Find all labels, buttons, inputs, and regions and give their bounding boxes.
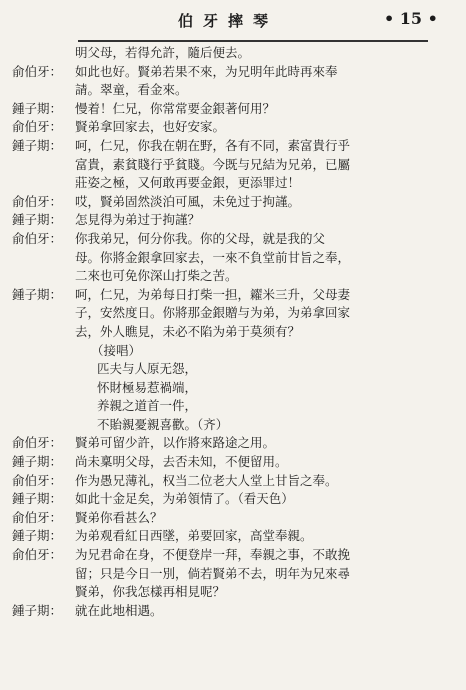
script-line <box>12 583 456 602</box>
dialogue-text: 請。翠童，看金來。 <box>75 82 188 98</box>
dialogue-text: 莊姿之極，又何敢再要金銀，更添罪过！ <box>75 175 301 191</box>
script-line <box>12 230 456 249</box>
running-title: 伯牙摔琴 <box>178 12 279 30</box>
dialogue-text: 明父母，若得允許，隨后便去。 <box>75 45 251 60</box>
dialogue-text: 哎，賢弟固然淡泊可風，未免过于拘謹。 <box>75 193 301 209</box>
script-line <box>12 565 456 584</box>
dialogue-text: 去，外人瞧見，未必不陷为弟于莫须有？ <box>75 323 301 339</box>
script-line <box>12 342 456 361</box>
dialogue-text: 賢弟可留少許，以作將來路途之用。 <box>75 435 276 451</box>
speaker-label: 鍾子期： <box>12 454 63 470</box>
dialogue-text: 呵，仁兄，为弟每日打柴一担，糴米三升，父母妻 <box>75 286 351 302</box>
dialogue-text: 你我弟兄，何分你我。你的父母，就是我的父 <box>75 230 326 246</box>
script-line <box>12 100 456 119</box>
speaker-label: 鍾子期： <box>12 212 63 228</box>
speaker-label: 鍾子期： <box>12 491 63 507</box>
script-line <box>12 472 456 491</box>
script-line <box>12 63 456 82</box>
page-number: • 15 • <box>384 9 438 28</box>
dialogue-text: 呵，仁兄，你我在朝在野，各有不同，素富貴行乎 <box>75 137 351 153</box>
speaker-label: 俞伯牙： <box>12 509 63 525</box>
verse-line: 养親之道首一件， <box>97 398 198 414</box>
speaker-label: 俞伯牙： <box>12 230 63 246</box>
dialogue-text: 就在此地相遇。 <box>75 602 163 618</box>
verse-line: 不貽親憂親喜歡。（齐） <box>97 416 229 432</box>
script-line <box>12 156 456 175</box>
script-line <box>12 434 456 453</box>
script-line <box>12 118 456 137</box>
dialogue-text: 富貴，素貧賤行乎貧賤。今既与兄結为兄弟，已屬 <box>75 156 351 172</box>
dialogue-text: 如此十金足矣，为弟領情了。（看天色） <box>75 491 294 507</box>
script-line <box>12 397 456 416</box>
script-line <box>12 81 456 100</box>
script-line <box>12 267 456 286</box>
verse-line: 怀財極易惹禍端， <box>97 379 198 395</box>
dialogue-text: 賢弟拿回家去，也好安家。 <box>75 119 226 135</box>
speaker-label: 鍾子期： <box>12 100 63 116</box>
script-line <box>12 602 456 621</box>
script-text <box>12 44 456 620</box>
dialogue-text: 尚未稟明父母，去否未知，不便留用。 <box>75 454 288 470</box>
script-line <box>12 193 456 212</box>
dialogue-text: 怎見得为弟过于拘謹？ <box>75 212 201 228</box>
verse-line: 匹夫与人原无怨， <box>97 361 198 377</box>
dialogue-text: 为弟观看紅日西墜，弟要回家，高堂奉親。 <box>75 528 313 544</box>
dialogue-text: 母。你將金銀拿回家去，一來不負堂前甘旨之奉， <box>75 249 351 265</box>
speaker-label: 俞伯牙： <box>12 63 63 79</box>
speaker-label: 俞伯牙： <box>12 193 63 209</box>
script-line <box>12 137 456 156</box>
script-line <box>12 174 456 193</box>
dialogue-text: 如此也好。賢弟若果不來，为兄明年此時再來奉 <box>75 63 338 79</box>
speaker-label: 鍾子期： <box>12 286 63 302</box>
script-line <box>12 249 456 268</box>
dialogue-text: 二來也可免你深山打柴之苦。 <box>75 268 238 284</box>
header-rule <box>78 40 428 42</box>
script-line <box>12 379 456 398</box>
speaker-label: 鍾子期： <box>12 528 63 544</box>
script-line <box>12 527 456 546</box>
dialogue-text: 作为愚兄薄礼，权当二位老大人堂上甘旨之奉。 <box>75 472 338 488</box>
stage-direction: （接唱） <box>91 342 142 358</box>
dialogue-text: 留；只是今日一別，倘若賢弟不去，明年为兄來尋 <box>75 565 351 581</box>
script-line <box>12 509 456 528</box>
script-line <box>12 546 456 565</box>
dialogue-text: 为兄君命在身，不便登岸一拜，奉親之事，不敢挽 <box>75 547 351 563</box>
script-line <box>12 304 456 323</box>
script-line <box>12 211 456 230</box>
script-line <box>12 416 456 435</box>
dialogue-text: 子，安然度日。你將那金銀贈与为弟，为弟拿回家 <box>75 305 351 321</box>
script-line <box>12 44 456 63</box>
script-line <box>12 360 456 379</box>
dialogue-text: 慢着！仁兄，你常常要金銀著何用？ <box>75 100 276 116</box>
speaker-label: 鍾子期： <box>12 137 63 153</box>
script-line <box>12 323 456 342</box>
speaker-label: 鍾子期： <box>12 602 63 618</box>
dialogue-text: 賢弟，你我怎樣再相見呢？ <box>75 584 226 600</box>
script-line <box>12 490 456 509</box>
speaker-label: 俞伯牙： <box>12 435 63 451</box>
speaker-label: 俞伯牙： <box>12 472 63 488</box>
speaker-label: 俞伯牙： <box>12 119 63 135</box>
script-line <box>12 453 456 472</box>
script-line <box>12 286 456 305</box>
dialogue-text: 賢弟你看甚么？ <box>75 509 163 525</box>
speaker-label: 俞伯牙： <box>12 547 63 563</box>
